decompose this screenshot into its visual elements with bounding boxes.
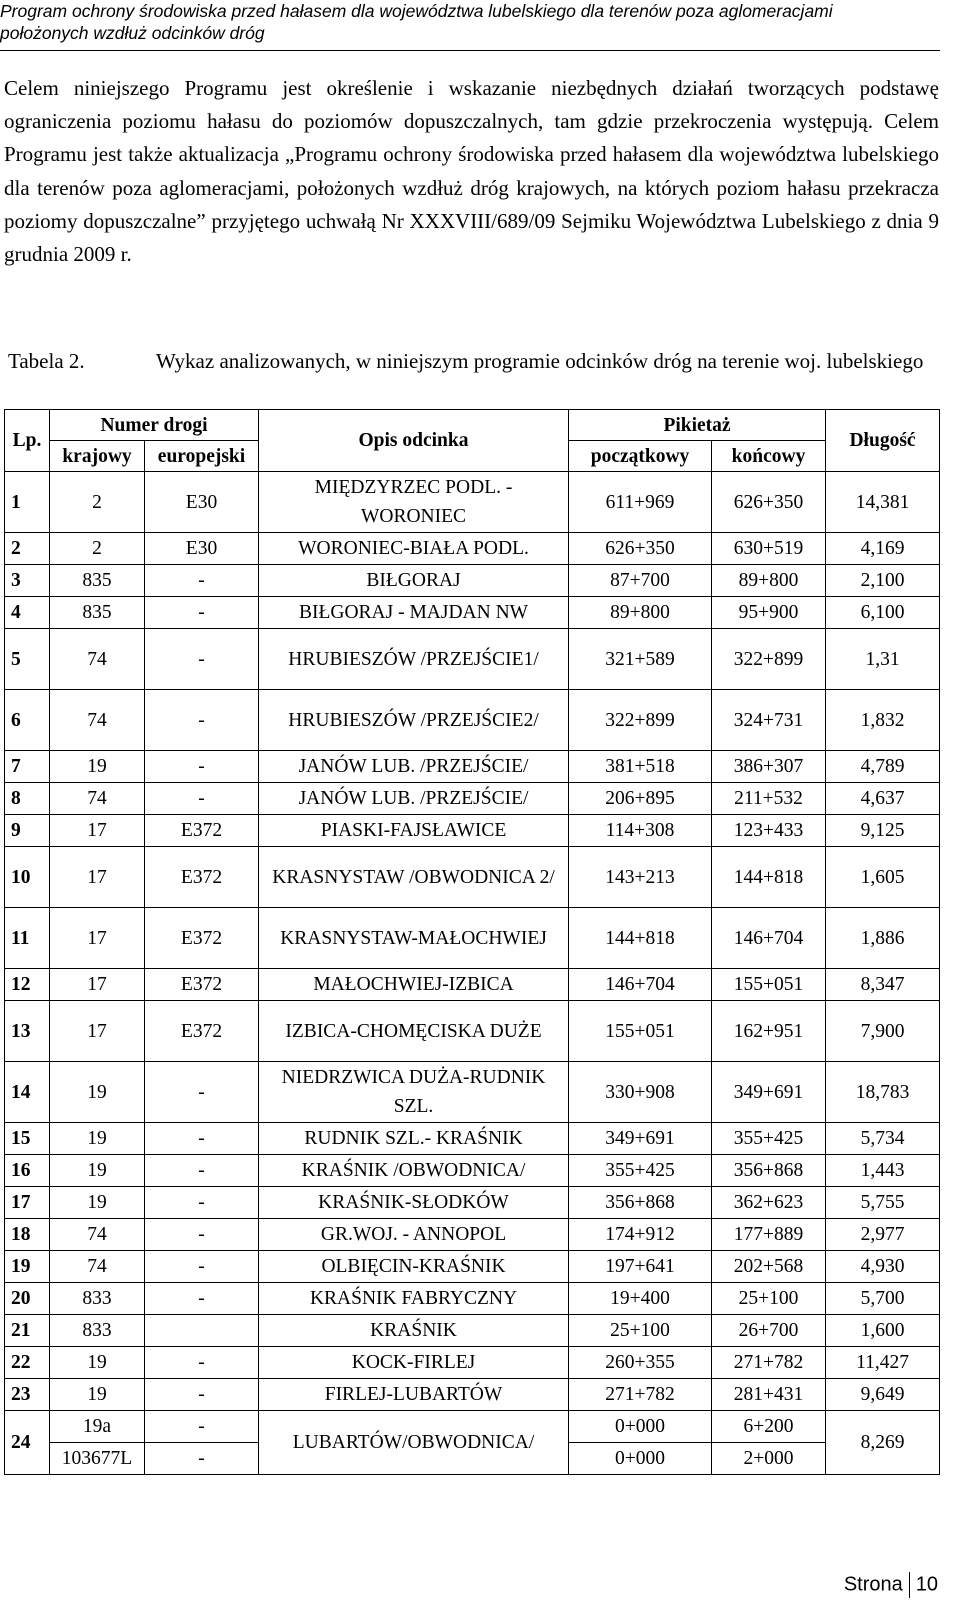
cell-poczatkowy: 197+641: [569, 1251, 712, 1283]
header-numer-drogi: Numer drogi: [50, 410, 259, 441]
cell-dlugosc: 9,649: [826, 1379, 940, 1411]
cell-koncowy: 123+433: [712, 815, 826, 847]
cell-opis: IZBICA-CHOMĘCISKA DUŻE: [259, 1001, 569, 1062]
cell-dlugosc: 9,125: [826, 815, 940, 847]
cell-europejski: -: [145, 1379, 259, 1411]
table-row: [5, 597, 940, 629]
caption-label: Tabela 2.: [8, 349, 85, 373]
cell-lp: 17: [5, 1187, 50, 1219]
table-row: [5, 533, 940, 565]
cell-poczatkowy: 271+782: [569, 1379, 712, 1411]
cell-krajowy: 19: [50, 751, 145, 783]
cell-poczatkowy: 322+899: [569, 690, 712, 751]
table-row: [5, 1347, 940, 1379]
cell-lp: 22: [5, 1347, 50, 1379]
table-row-24a: [5, 1411, 940, 1443]
table-row: [5, 1219, 940, 1251]
cell-europejski: E30: [145, 472, 259, 533]
cell-opis: KRAŚNIK-SŁODKÓW: [259, 1187, 569, 1219]
table-row: [5, 690, 940, 751]
cell-poczatkowy: 206+895: [569, 783, 712, 815]
cell-koncowy: 349+691: [712, 1062, 826, 1123]
cell-poczatkowy: 260+355: [569, 1347, 712, 1379]
table-row: [5, 1001, 940, 1062]
table-row: [5, 629, 940, 690]
cell-dlugosc: 11,427: [826, 1347, 940, 1379]
cell-lp: 5: [5, 629, 50, 690]
cell-opis: LUBARTÓW/OBWODNICA/: [259, 1411, 569, 1475]
table-row: [5, 1155, 940, 1187]
table-body: [5, 472, 940, 1475]
cell-opis: KRAŚNIK /OBWODNICA/: [259, 1155, 569, 1187]
cell-europejski: E372: [145, 908, 259, 969]
cell-poczatkowy: 349+691: [569, 1123, 712, 1155]
cell-europejski: E372: [145, 815, 259, 847]
cell-krajowy: 19: [50, 1187, 145, 1219]
cell-europejski: -: [145, 1251, 259, 1283]
cell-dlugosc: 8,269: [826, 1411, 940, 1475]
table-row: [5, 969, 940, 1001]
cell-poczatkowy: 144+818: [569, 908, 712, 969]
cell-koncowy: 144+818: [712, 847, 826, 908]
cell-dlugosc: 8,347: [826, 969, 940, 1001]
cell-krajowy: 835: [50, 597, 145, 629]
cell-krajowy: 17: [50, 815, 145, 847]
cell-lp: 16: [5, 1155, 50, 1187]
cell-krajowy: 17: [50, 847, 145, 908]
cell-dlugosc: 4,930: [826, 1251, 940, 1283]
cell-dlugosc: 4,169: [826, 533, 940, 565]
page-header: [0, 0, 940, 51]
table-row: [5, 751, 940, 783]
cell-koncowy: 6+200: [712, 1411, 826, 1443]
cell-poczatkowy: 155+051: [569, 1001, 712, 1062]
cell-europejski: -: [145, 690, 259, 751]
cell-krajowy: 19: [50, 1155, 145, 1187]
cell-dlugosc: 1,832: [826, 690, 940, 751]
cell-lp: 20: [5, 1283, 50, 1315]
cell-krajowy: 2: [50, 472, 145, 533]
cell-krajowy: 835: [50, 565, 145, 597]
cell-dlugosc: 1,886: [826, 908, 940, 969]
cell-opis: KOCK-FIRLEJ: [259, 1347, 569, 1379]
cell-dlugosc: 14,381: [826, 472, 940, 533]
cell-europejski: [145, 1315, 259, 1347]
cell-koncowy: 626+350: [712, 472, 826, 533]
cell-europejski: -: [145, 629, 259, 690]
table-row: [5, 1062, 940, 1123]
cell-europejski: -: [145, 751, 259, 783]
cell-krajowy: 17: [50, 1001, 145, 1062]
cell-koncowy: 177+889: [712, 1219, 826, 1251]
cell-opis: KRAŚNIK FABRYCZNY: [259, 1283, 569, 1315]
cell-koncowy: 2+000: [712, 1443, 826, 1475]
cell-europejski: -: [145, 1347, 259, 1379]
cell-europejski: -: [145, 1155, 259, 1187]
cell-dlugosc: 5,700: [826, 1283, 940, 1315]
table-row: [5, 1251, 940, 1283]
cell-krajowy: 74: [50, 629, 145, 690]
cell-opis: HRUBIESZÓW /PRZEJŚCIE1/: [259, 629, 569, 690]
cell-koncowy: 25+100: [712, 1283, 826, 1315]
cell-lp: 23: [5, 1379, 50, 1411]
cell-opis: JANÓW LUB. /PRZEJŚCIE/: [259, 751, 569, 783]
cell-koncowy: 362+623: [712, 1187, 826, 1219]
cell-dlugosc: 18,783: [826, 1062, 940, 1123]
cell-koncowy: 356+868: [712, 1155, 826, 1187]
table-caption: [4, 345, 939, 377]
cell-dlugosc: 5,734: [826, 1123, 940, 1155]
cell-opis: JANÓW LUB. /PRZEJŚCIE/: [259, 783, 569, 815]
cell-europejski: E30: [145, 533, 259, 565]
cell-europejski: -: [145, 1062, 259, 1123]
caption-text: Wykaz analizowanych, w niniejszym programie odcinków dróg na terenie woj. lubelskiego: [156, 349, 924, 373]
cell-lp: 24: [5, 1411, 50, 1475]
cell-krajowy: 103677L: [50, 1443, 145, 1475]
cell-lp: 7: [5, 751, 50, 783]
cell-europejski: -: [145, 597, 259, 629]
table-row: [5, 847, 940, 908]
cell-lp: 10: [5, 847, 50, 908]
cell-opis: OLBIĘCIN-KRAŚNIK: [259, 1251, 569, 1283]
page-number: 10: [915, 1573, 938, 1596]
cell-europejski: -: [145, 1187, 259, 1219]
cell-opis: RUDNIK SZL.- KRAŚNIK: [259, 1123, 569, 1155]
cell-opis: WORONIEC-BIAŁA PODL.: [259, 533, 569, 565]
cell-opis: BIŁGORAJ: [259, 565, 569, 597]
cell-opis: HRUBIESZÓW /PRZEJŚCIE2/: [259, 690, 569, 751]
cell-europejski: -: [145, 565, 259, 597]
page-footer: [844, 1572, 938, 1598]
cell-lp: 2: [5, 533, 50, 565]
cell-dlugosc: 4,789: [826, 751, 940, 783]
cell-koncowy: 324+731: [712, 690, 826, 751]
cell-europejski: E372: [145, 969, 259, 1001]
cell-opis: NIEDRZWICA DUŻA-RUDNIK SZL.: [259, 1062, 569, 1123]
cell-dlugosc: 6,100: [826, 597, 940, 629]
header-koncowy: końcowy: [712, 441, 826, 472]
cell-koncowy: 95+900: [712, 597, 826, 629]
header-line-1: Program ochrony środowiska przed hałasem dla województwa lubelskiego dla terenów poza aglomeracjami: [0, 1, 833, 21]
cell-lp: 3: [5, 565, 50, 597]
cell-lp: 14: [5, 1062, 50, 1123]
cell-krajowy: 74: [50, 690, 145, 751]
cell-krajowy: 19: [50, 1379, 145, 1411]
cell-koncowy: 630+519: [712, 533, 826, 565]
cell-poczatkowy: 114+308: [569, 815, 712, 847]
cell-lp: 19: [5, 1251, 50, 1283]
cell-dlugosc: 1,605: [826, 847, 940, 908]
cell-koncowy: 386+307: [712, 751, 826, 783]
cell-europejski: -: [145, 1283, 259, 1315]
table-row: [5, 565, 940, 597]
cell-dlugosc: 2,100: [826, 565, 940, 597]
cell-poczatkowy: 25+100: [569, 1315, 712, 1347]
cell-opis: MAŁOCHWIEJ-IZBICA: [259, 969, 569, 1001]
header-europejski: europejski: [145, 441, 259, 472]
cell-lp: 15: [5, 1123, 50, 1155]
cell-poczatkowy: 89+800: [569, 597, 712, 629]
cell-lp: 21: [5, 1315, 50, 1347]
cell-koncowy: 202+568: [712, 1251, 826, 1283]
header-poczatkowy: początkowy: [569, 441, 712, 472]
cell-opis: BIŁGORAJ - MAJDAN NW: [259, 597, 569, 629]
cell-poczatkowy: 19+400: [569, 1283, 712, 1315]
header-krajowy: krajowy: [50, 441, 145, 472]
cell-poczatkowy: 355+425: [569, 1155, 712, 1187]
cell-opis: GR.WOJ. - ANNOPOL: [259, 1219, 569, 1251]
table-row: [5, 1283, 940, 1315]
table-row: [5, 815, 940, 847]
cell-krajowy: 17: [50, 969, 145, 1001]
cell-krajowy: 19a: [50, 1411, 145, 1443]
cell-poczatkowy: 146+704: [569, 969, 712, 1001]
cell-opis: FIRLEJ-LUBARTÓW: [259, 1379, 569, 1411]
cell-krajowy: 74: [50, 1219, 145, 1251]
cell-dlugosc: 7,900: [826, 1001, 940, 1062]
cell-opis: PIASKI-FAJSŁAWICE: [259, 815, 569, 847]
cell-koncowy: 281+431: [712, 1379, 826, 1411]
table-row: [5, 1315, 940, 1347]
cell-koncowy: 355+425: [712, 1123, 826, 1155]
cell-europejski: -: [145, 1411, 259, 1443]
cell-dlugosc: 1,31: [826, 629, 940, 690]
cell-krajowy: 19: [50, 1123, 145, 1155]
cell-lp: 18: [5, 1219, 50, 1251]
cell-krajowy: 833: [50, 1315, 145, 1347]
cell-dlugosc: 1,600: [826, 1315, 940, 1347]
cell-poczatkowy: 174+912: [569, 1219, 712, 1251]
cell-koncowy: 26+700: [712, 1315, 826, 1347]
cell-lp: 13: [5, 1001, 50, 1062]
cell-koncowy: 146+704: [712, 908, 826, 969]
cell-krajowy: 17: [50, 908, 145, 969]
cell-koncowy: 162+951: [712, 1001, 826, 1062]
cell-lp: 4: [5, 597, 50, 629]
table-row: [5, 1123, 940, 1155]
cell-koncowy: 322+899: [712, 629, 826, 690]
cell-europejski: -: [145, 1219, 259, 1251]
cell-koncowy: 211+532: [712, 783, 826, 815]
header-dlugosc: Długość: [826, 410, 940, 472]
footer-label: Strona: [843, 1573, 903, 1596]
cell-krajowy: 833: [50, 1283, 145, 1315]
cell-poczatkowy: 0+000: [569, 1443, 712, 1475]
cell-lp: 8: [5, 783, 50, 815]
cell-lp: 11: [5, 908, 50, 969]
intro-paragraph: Celem niniejszego Programu jest określenie i wskazanie niezbędnych działań tworzących podstawę ograniczenia poziomu hałasu do poziomów dopuszczalnych, tam gdzie przekroczenia występują. Celem Programu jest także aktualizacja „Programu ochrony środowiska przed hałasem dla województwa lubelskiego dla terenów poza aglomeracjami, położonych wzdłuż dróg krajowych, na których poziom hałasu przekracza poziomy dopuszczalne” przyjętego uchwałą Nr XXXVIII/689/09 Sejmiku Województwa Lubelskiego z dnia 9 grudnia 2009 r.: [4, 76, 939, 267]
cell-dlugosc: 5,755: [826, 1187, 940, 1219]
cell-krajowy: 74: [50, 1251, 145, 1283]
cell-poczatkowy: 356+868: [569, 1187, 712, 1219]
cell-europejski: -: [145, 1123, 259, 1155]
cell-poczatkowy: 87+700: [569, 565, 712, 597]
cell-opis: MIĘDZYRZEC PODL. - WORONIEC: [259, 472, 569, 533]
header-line-2: położonych wzdłuż odcinków dróg: [0, 23, 265, 43]
table-row: [5, 1379, 940, 1411]
cell-opis: KRASNYSTAW /OBWODNICA 2/: [259, 847, 569, 908]
cell-koncowy: 89+800: [712, 565, 826, 597]
road-sections-table: [4, 409, 940, 1475]
cell-europejski: E372: [145, 847, 259, 908]
cell-poczatkowy: 321+589: [569, 629, 712, 690]
cell-opis: KRASNYSTAW-MAŁOCHWIEJ: [259, 908, 569, 969]
cell-europejski: -: [145, 1443, 259, 1475]
cell-dlugosc: 2,977: [826, 1219, 940, 1251]
header-pikietaz: Pikietaż: [569, 410, 826, 441]
header-lp: Lp.: [5, 410, 50, 472]
table-row: [5, 1187, 940, 1219]
footer-separator: [909, 1572, 910, 1598]
cell-lp: 12: [5, 969, 50, 1001]
cell-poczatkowy: 611+969: [569, 472, 712, 533]
cell-krajowy: 74: [50, 783, 145, 815]
table-row: [5, 908, 940, 969]
header-opis: Opis odcinka: [259, 410, 569, 472]
cell-krajowy: 19: [50, 1347, 145, 1379]
cell-opis: KRAŚNIK: [259, 1315, 569, 1347]
cell-europejski: E372: [145, 1001, 259, 1062]
cell-lp: 9: [5, 815, 50, 847]
cell-poczatkowy: 143+213: [569, 847, 712, 908]
cell-dlugosc: 4,637: [826, 783, 940, 815]
cell-koncowy: 155+051: [712, 969, 826, 1001]
cell-lp: 6: [5, 690, 50, 751]
cell-dlugosc: 1,443: [826, 1155, 940, 1187]
cell-lp: 1: [5, 472, 50, 533]
table-row: [5, 472, 940, 533]
cell-poczatkowy: 0+000: [569, 1411, 712, 1443]
cell-krajowy: 19: [50, 1062, 145, 1123]
cell-poczatkowy: 381+518: [569, 751, 712, 783]
cell-krajowy: 2: [50, 533, 145, 565]
table-row: [5, 783, 940, 815]
cell-europejski: -: [145, 783, 259, 815]
cell-poczatkowy: 626+350: [569, 533, 712, 565]
cell-poczatkowy: 330+908: [569, 1062, 712, 1123]
cell-koncowy: 271+782: [712, 1347, 826, 1379]
